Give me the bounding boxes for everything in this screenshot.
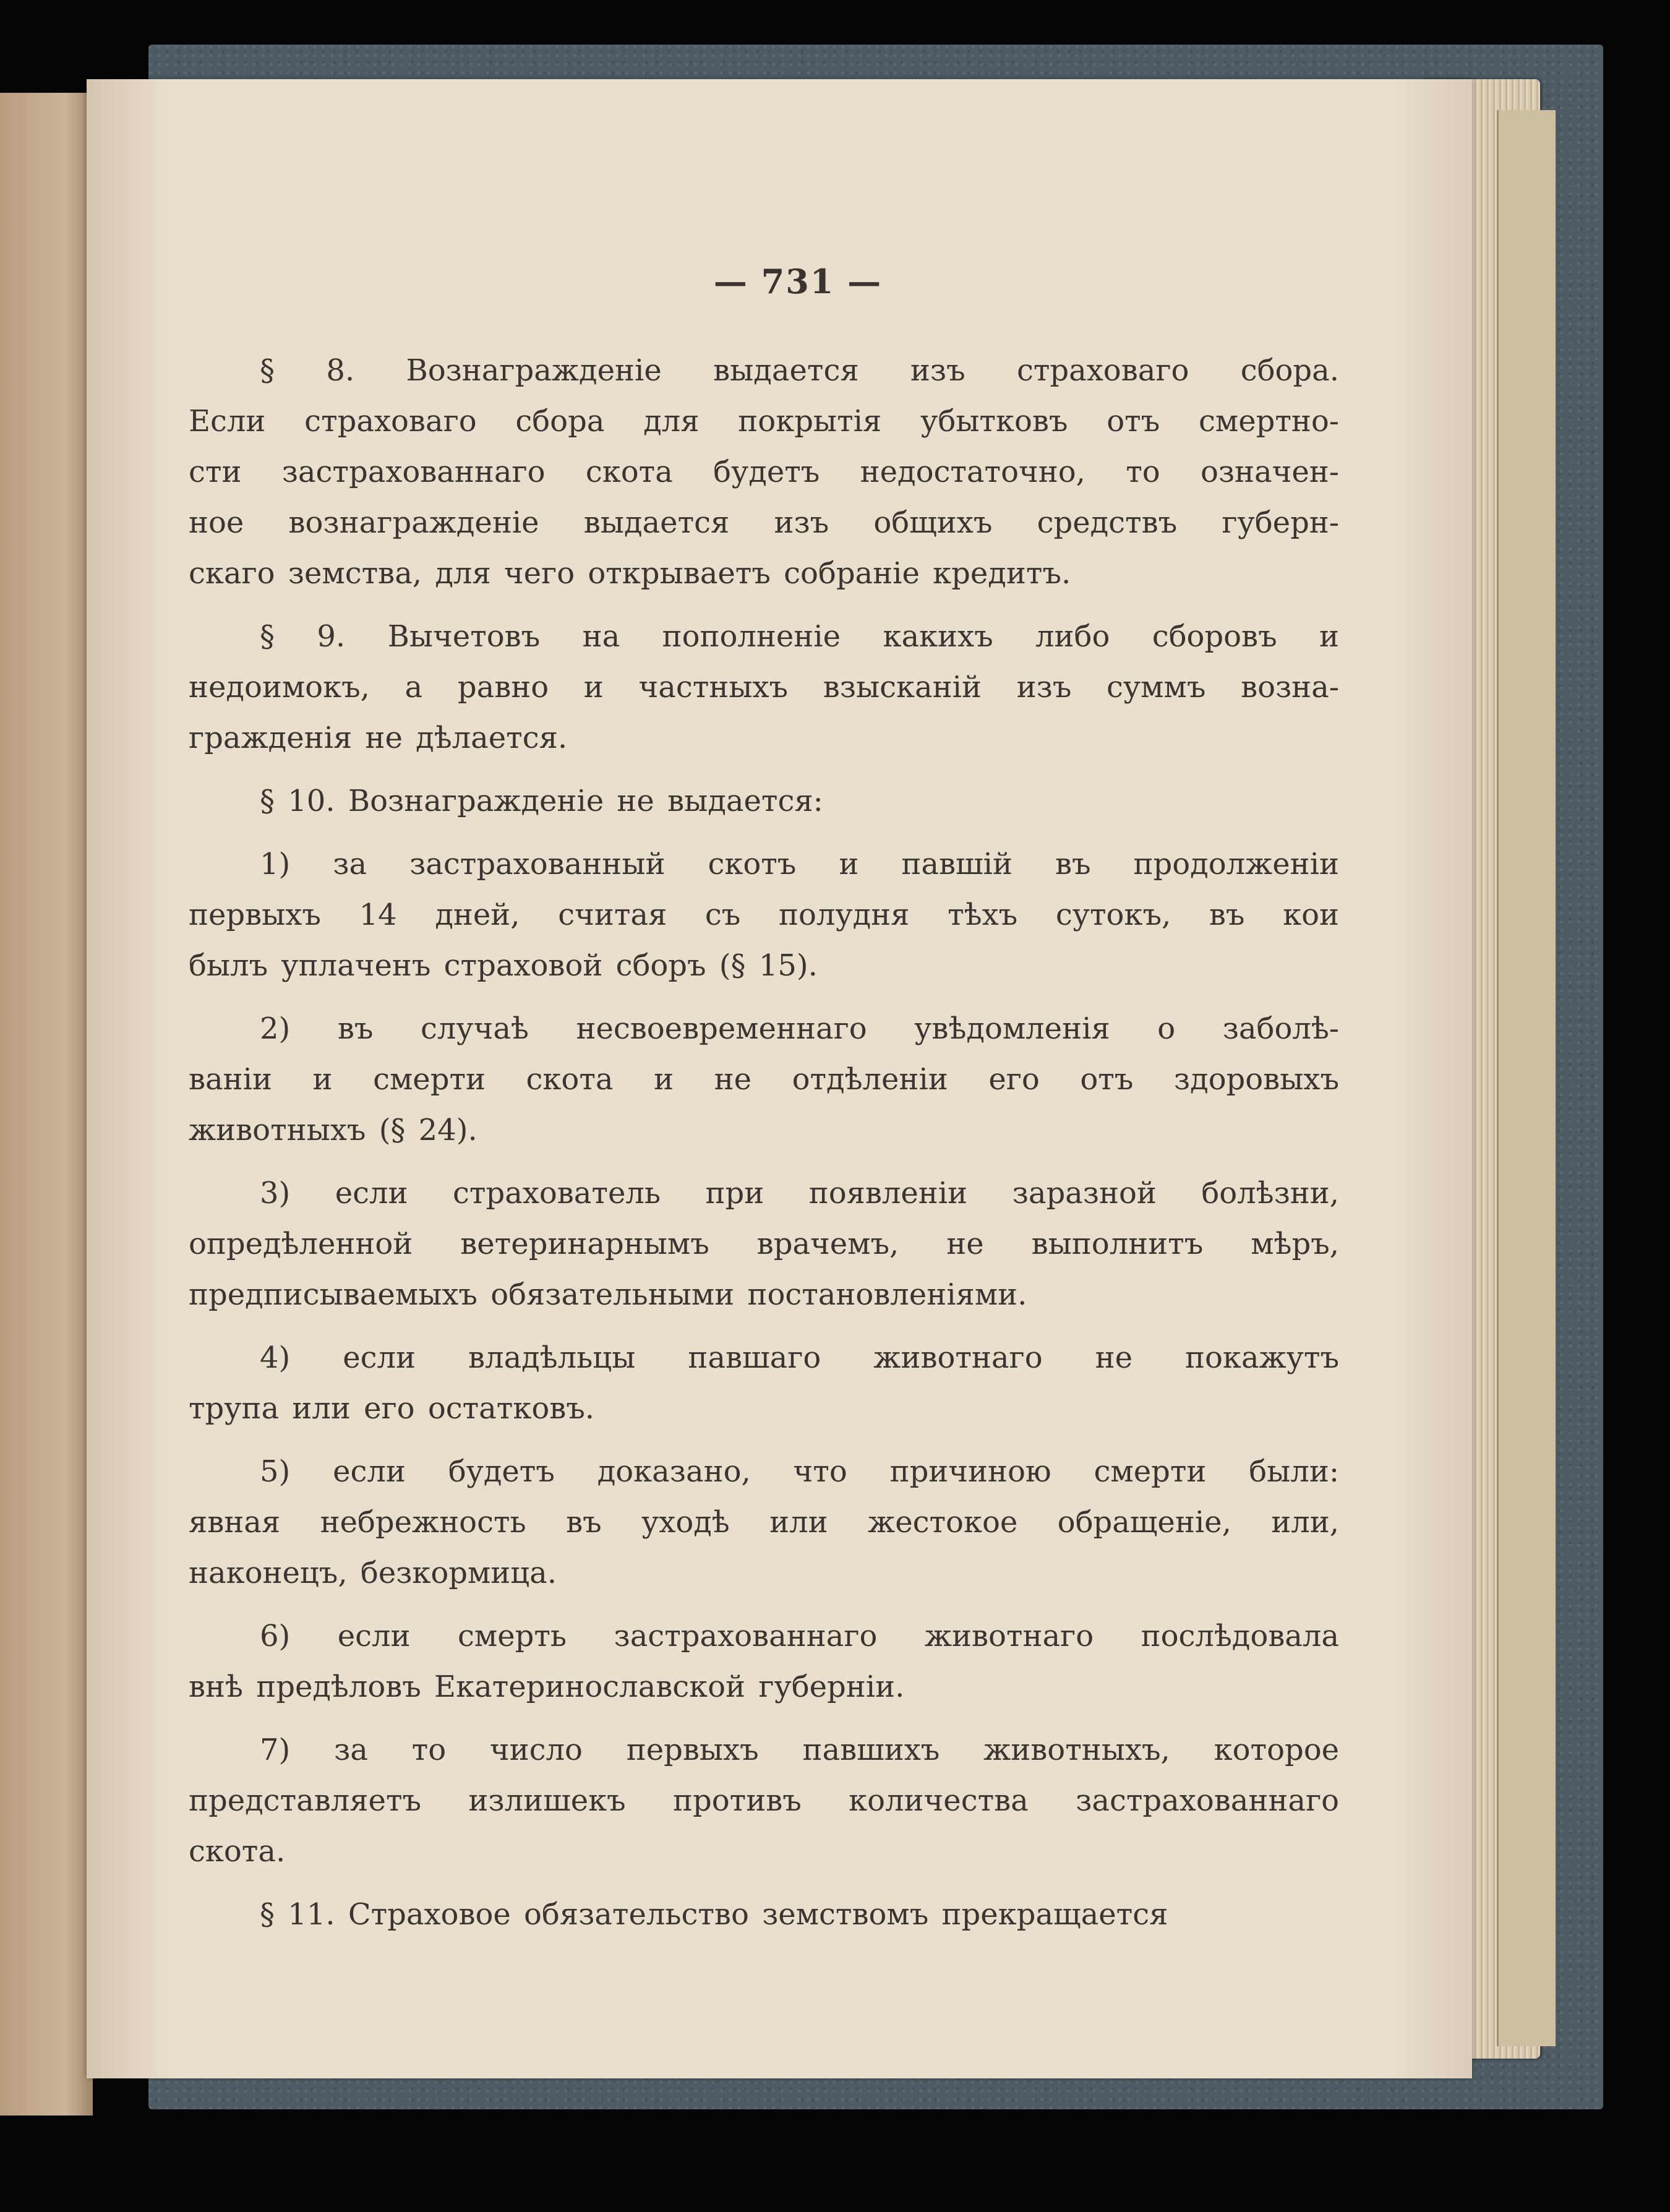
- text-line: § 10. Вознагражденіе не выдается:: [260, 784, 823, 818]
- page-stack-inner: [1497, 110, 1556, 2046]
- text-line: § 8. Вознагражденіе выдается изъ страховаго сбора.: [260, 353, 1339, 388]
- paragraph: [189, 1003, 1339, 1155]
- text-line: сти застрахованнаго скота будетъ недостаточно, то означен-: [189, 455, 1339, 489]
- left-page-edge: [0, 93, 93, 2116]
- text-line: былъ уплаченъ страховой сборъ (§ 15).: [189, 948, 818, 983]
- paragraph: [189, 1611, 1339, 1712]
- text-line: 3) если страхователь при появленіи заразной болѣзни,: [260, 1176, 1339, 1211]
- text-line: первыхъ 14 дней, считая съ полудня тѣхъ сутокъ, въ кои: [189, 898, 1339, 932]
- text-line: представляетъ излишекъ противъ количества застрахованнаго: [189, 1783, 1339, 1818]
- paragraph: [189, 1889, 1339, 1940]
- text-line: 1) за застрахованный скотъ и павшій въ продолженіи: [260, 847, 1339, 881]
- text-line: животныхъ (§ 24).: [189, 1113, 477, 1147]
- text-line: Если страховаго сбора для покрытія убытковъ отъ смертно-: [189, 404, 1339, 439]
- paragraph: [189, 1168, 1339, 1320]
- text-line: ное вознагражденіе выдается изъ общихъ средствъ губерн-: [189, 505, 1339, 540]
- text-line: 7) за то число первыхъ павшихъ животныхъ, которое: [260, 1733, 1339, 1767]
- text-line: наконецъ, безкормица.: [189, 1556, 557, 1590]
- text-line: явная небрежность въ уходѣ или жестокое обращеніе, или,: [189, 1505, 1339, 1540]
- text-line: гражденія не дѣлается.: [189, 721, 568, 755]
- text-line: 5) если будетъ доказано, что причиною смерти были:: [260, 1454, 1339, 1489]
- paragraph: [189, 839, 1339, 991]
- text-line: ваніи и смерти скота и не отдѣленіи его отъ здоровыхъ: [189, 1062, 1339, 1097]
- text-line: скаго земства, для чего открываетъ собраніе кредитъ.: [189, 556, 1071, 591]
- text-line: скота.: [189, 1834, 286, 1869]
- text-line: недоимокъ, а равно и частныхъ взысканій изъ суммъ возна-: [189, 670, 1339, 705]
- text-line: § 11. Страховое обязательство земствомъ прекращается: [260, 1897, 1168, 1932]
- page-number: — 731 —: [713, 262, 883, 301]
- paragraph: [189, 345, 1339, 599]
- paragraph: [189, 776, 1339, 826]
- text-line: 2) въ случаѣ несвоевременнаго увѣдомленія о заболѣ-: [260, 1011, 1339, 1046]
- page-text: [189, 345, 1339, 1952]
- paragraph: [189, 1446, 1339, 1598]
- text-line: § 9. Вычетовъ на пополненіе какихъ либо сборовъ и: [260, 619, 1339, 654]
- paragraph: [189, 1332, 1339, 1434]
- text-line: предписываемыхъ обязательными постановленіями.: [189, 1277, 1027, 1312]
- text-line: внѣ предѣловъ Екатеринославской губерніи.: [189, 1670, 905, 1704]
- paragraph: [189, 611, 1339, 763]
- text-line: 6) если смерть застрахованнаго животнаго послѣдовала: [260, 1619, 1339, 1653]
- paragraph: [189, 1725, 1339, 1877]
- text-line: опредѣленной ветеринарнымъ врачемъ, не выполнитъ мѣръ,: [189, 1227, 1339, 1261]
- text-line: трупа или его остатковъ.: [189, 1391, 595, 1426]
- text-line: 4) если владѣльцы павшаго животнаго не покажутъ: [260, 1340, 1339, 1375]
- book-page: [87, 79, 1472, 2078]
